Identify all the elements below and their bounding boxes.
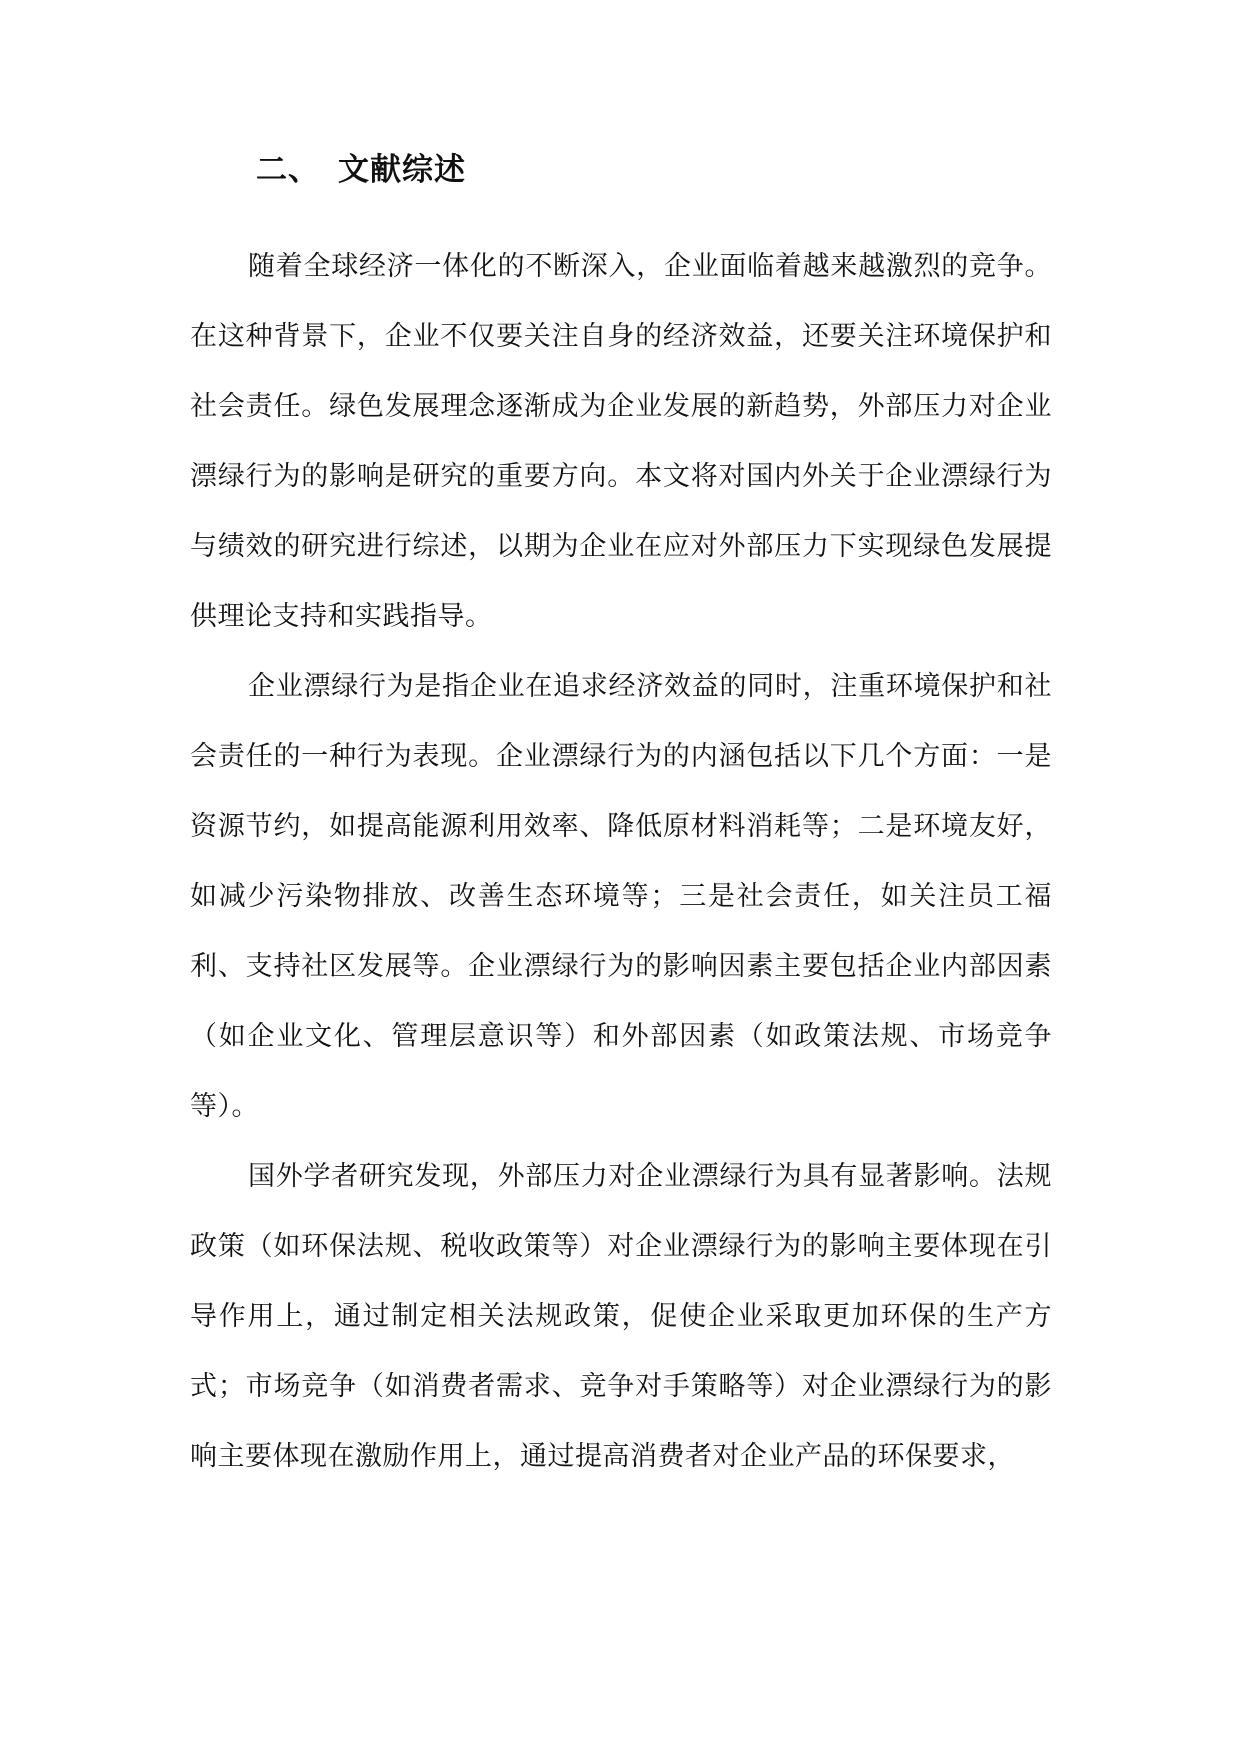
body-text xyxy=(190,232,1052,1492)
paragraph-definition: 企业漂绿行为是指企业在追求经济效益的同时，注重环境保护和社会责任的一种行为表现。企业漂绿行为的内涵包括以下几个方面：一是资源节约，如提高能源利用效率、降低原材料消耗等；二是环境友好，如减少污染物排放、改善生态环境等；三是社会责任，如关注员工福利、支持社区发展等。企业漂绿行为的影响因素主要包括企业内部因素（如企业文化、管理层意识等）和外部因素（如政策法规、市场竞争等）。 xyxy=(190,671,1052,1122)
section-title: 文献综述 xyxy=(338,152,466,188)
section-number: 二、 xyxy=(256,152,320,188)
paragraph-intro: 随着全球经济一体化的不断深入，企业面临着越来越激烈的竞争。在这种背景下，企业不仅要关注自身的经济效益，还要关注环境保护和社会责任。绿色发展理念逐渐成为企业发展的新趋势，外部压力对企业漂绿行为的影响是研究的重要方向。本文将对国内外关于企业漂绿行为与绩效的研究进行综述，以期为企业在应对外部压力下实现绿色发展提供理论支持和实践指导。 xyxy=(190,251,1052,632)
paragraph-foreign-research: 国外学者研究发现，外部压力对企业漂绿行为具有显著影响。法规政策（如环保法规、税收政策等）对企业漂绿行为的影响主要体现在引导作用上，通过制定相关法规政策，促使企业采取更加环保的生产方式；市场竞争（如消费者需求、竞争对手策略等）对企业漂绿行为的影响主要体现在激励作用上，通过提高消费者对企业产品的环保要求， xyxy=(190,1161,1052,1472)
section-heading xyxy=(256,148,466,192)
